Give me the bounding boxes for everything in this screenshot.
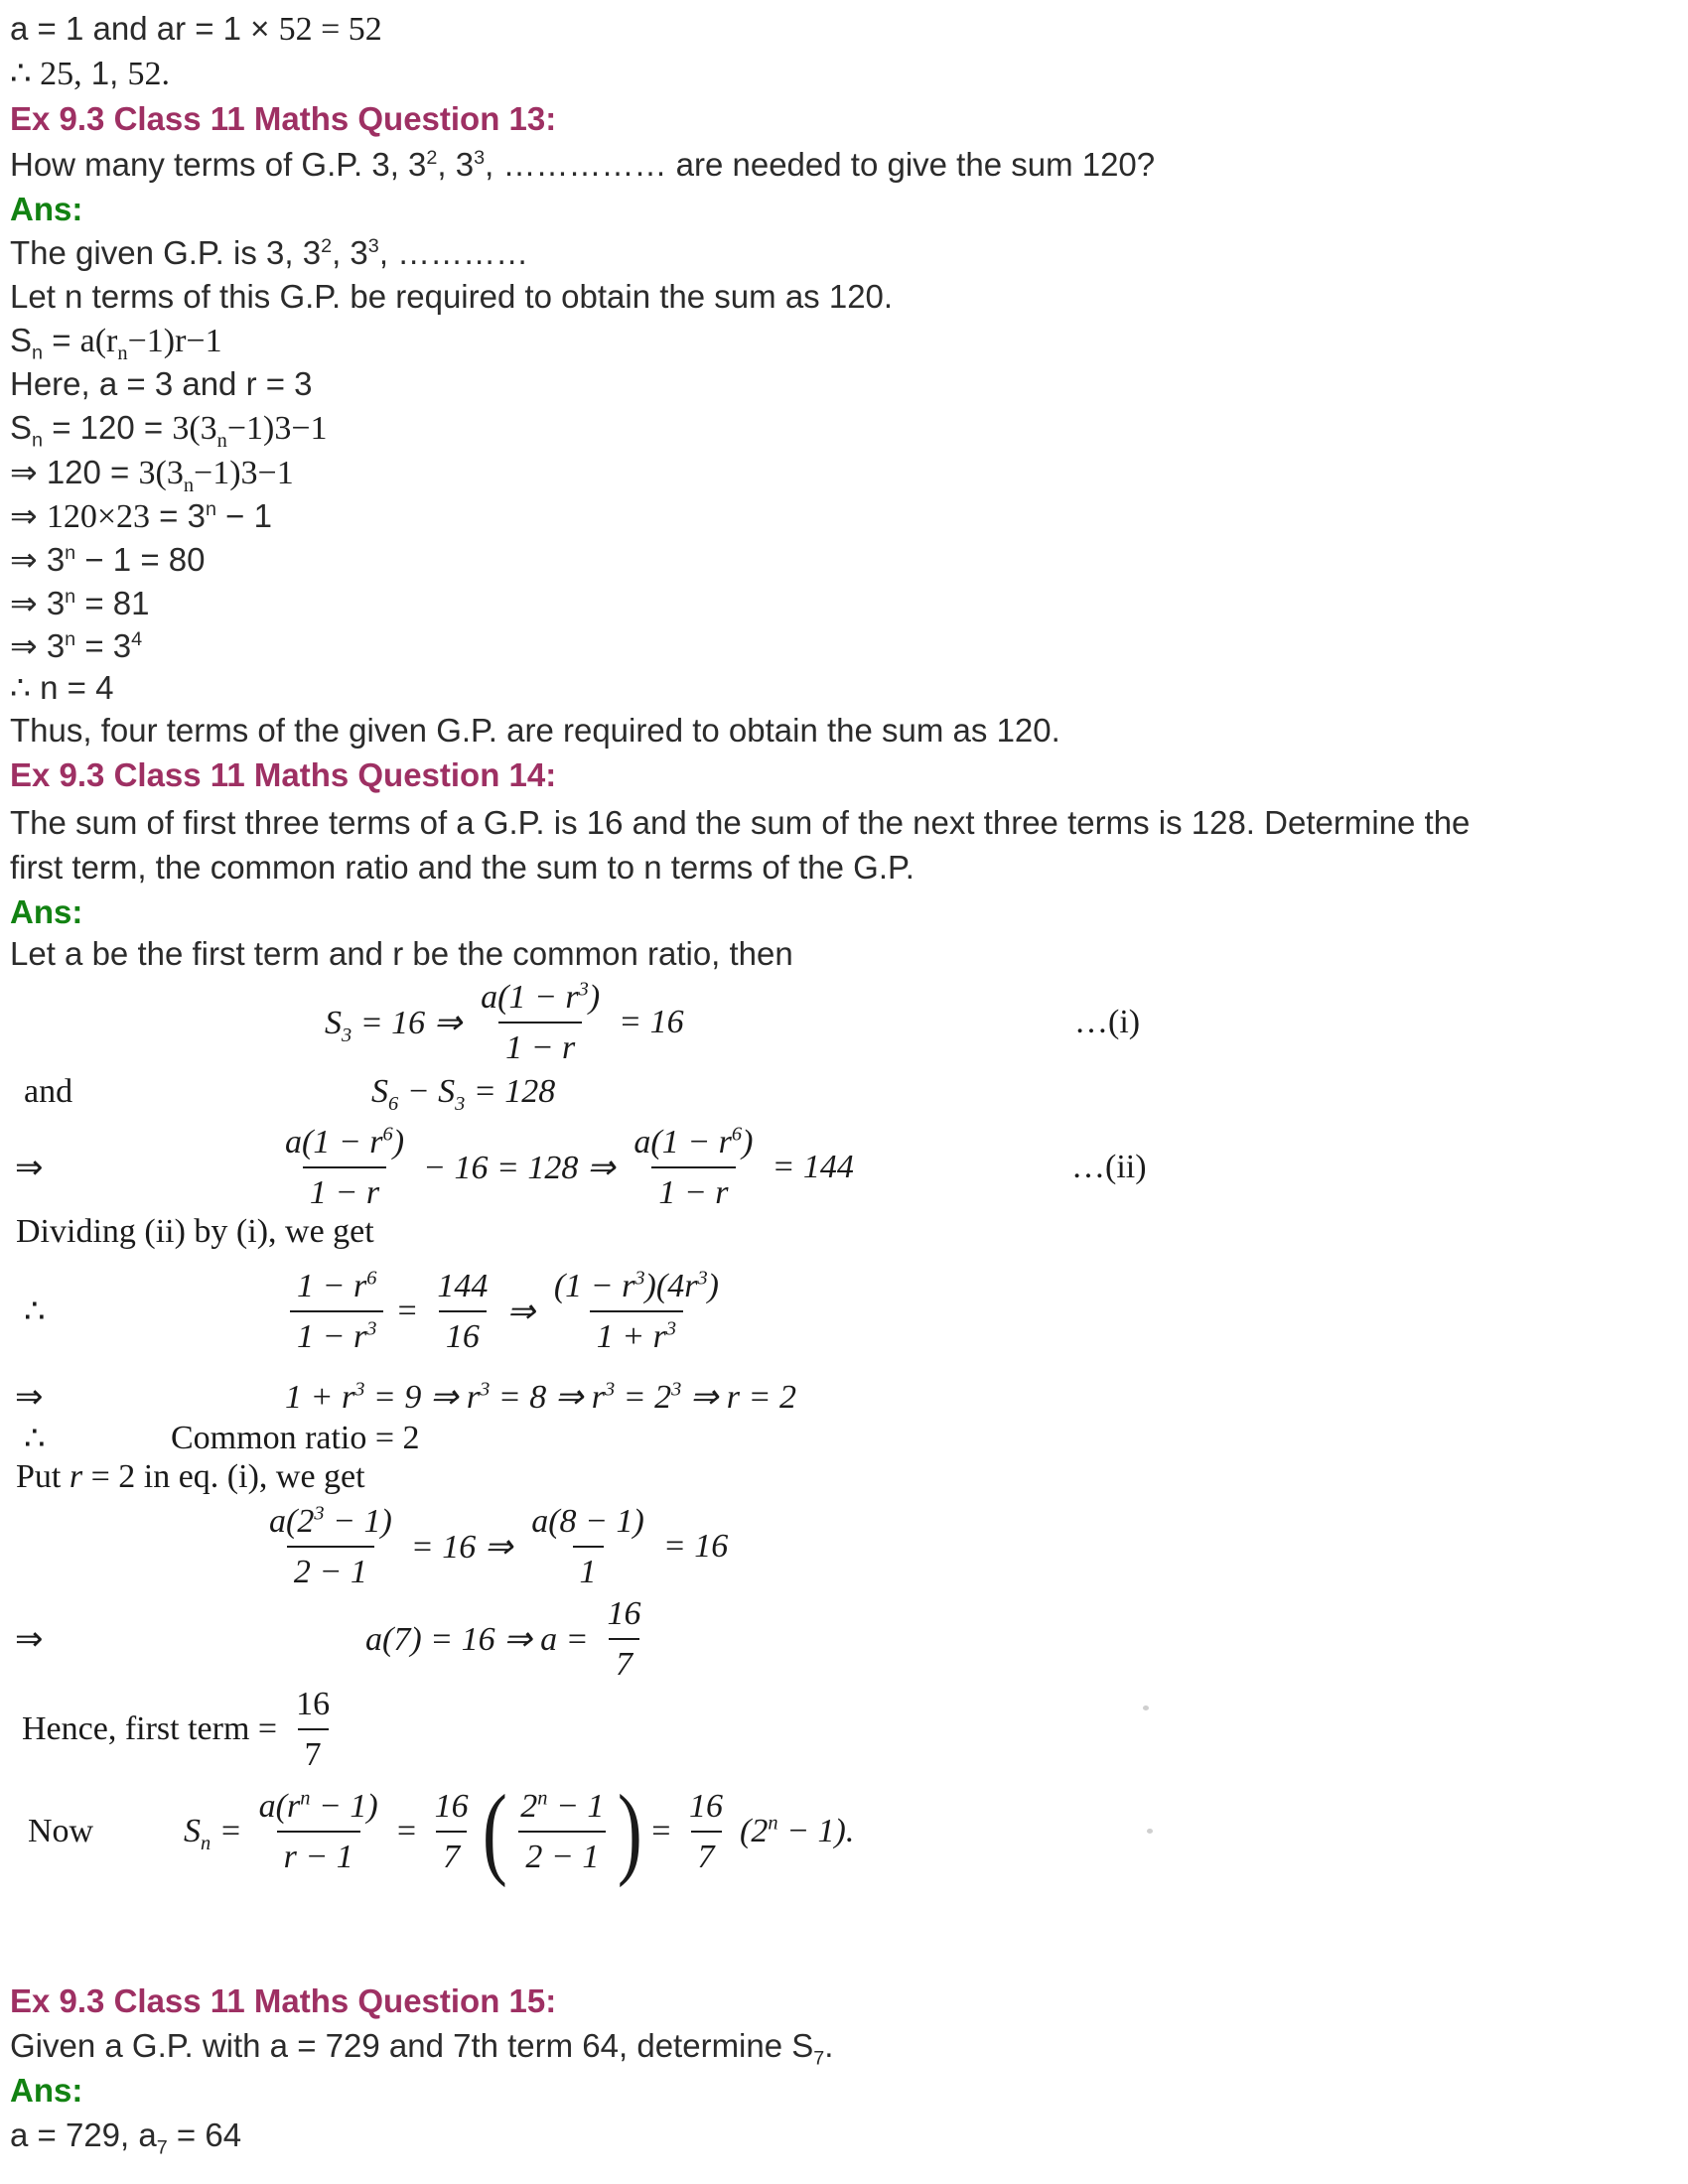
fraction	[252, 1787, 385, 1876]
q13-step-3: ⇒ $3^n - 1 = 80$	[10, 541, 206, 578]
numerator: 16	[607, 1594, 641, 1632]
common-ratio-line	[0, 1417, 1688, 1460]
numerator: $2^n - 1$	[520, 1787, 605, 1825]
question-14-text-line-2: first term, the common ratio and the sum to n terms of the G.P.	[10, 849, 914, 886]
text-segment: 1,	[81, 55, 128, 91]
q13-here-line: Here, a = 3 and r = 3	[10, 365, 313, 402]
denominator: 1 − r	[498, 1022, 582, 1067]
math-mid: − 16 = 128 ⇒	[423, 1150, 616, 1186]
q14-intro-line: Let a be the first term and r be the common ratio, then	[10, 935, 793, 972]
hence-line	[0, 1682, 1688, 1777]
question-14-text-line-1: The sum of first three terms of a G.P. is 16 and the sum of the next three terms is 128. Determine the	[10, 804, 1471, 841]
fraction	[627, 1123, 760, 1212]
therefore-symbol: ∴	[24, 1421, 46, 1457]
equation-and	[0, 1070, 1688, 1114]
fraction	[601, 1594, 648, 1684]
equation-ii	[0, 1112, 1688, 1223]
fraction	[289, 1685, 337, 1774]
q13-conclusion: Thus, four terms of the given G.P. are required to obtain the sum as 120.	[10, 712, 1060, 749]
row-label: and	[24, 1073, 73, 1110]
q13-given-line: The given G.P. is 3, $3^2$, $3^3$, …………	[10, 234, 529, 271]
implies-symbol: ⇒	[506, 1294, 535, 1330]
math-tail: $(2^n - 1)$.	[740, 1812, 855, 1849]
denominator: 7	[691, 1831, 722, 1876]
answer-label: Ans:	[10, 893, 83, 930]
math-body: $1 + r^3 = 9$ ⇒ $r^3 = 8$ ⇒ $r^3 = 2^3$ ⇒ r = 2	[285, 1378, 796, 1416]
numerator: $a(1 - r^6)$	[633, 1123, 754, 1160]
fraction	[682, 1787, 730, 1876]
math-rhs: = 16	[619, 1004, 684, 1040]
denominator: 7	[436, 1831, 467, 1876]
implies-symbol: ⇒	[15, 1379, 44, 1416]
denominator: 1 − r	[303, 1166, 386, 1212]
denominator: 7	[298, 1728, 329, 1774]
scanned-math-segment: $a(r_n-1)r-1$	[79, 323, 222, 364]
scanned-math-segment: 120×23	[46, 498, 151, 535]
denominator: 2 − 1	[518, 1831, 606, 1876]
equals-sign: =	[649, 1813, 673, 1849]
math-rhs: = 16	[662, 1528, 729, 1565]
scanned-math-segment: $3(3_n-1)3-1$	[138, 455, 294, 496]
denominator: 2 − 1	[287, 1546, 374, 1591]
dividing-line: Dividing (ii) by (i), we get	[16, 1213, 374, 1250]
denominator: $1 + r^3$	[590, 1310, 683, 1356]
prev-answer-line-1	[10, 8, 382, 52]
fraction	[262, 1502, 399, 1591]
q13-step-1	[10, 452, 294, 495]
common-ratio-text: Common ratio = 2	[171, 1420, 420, 1456]
scanned-math-segment: ∴ 25,	[10, 56, 82, 92]
answer-label: Ans:	[10, 2072, 83, 2109]
scanned-math-segment: 52.	[127, 56, 170, 92]
scan-artifact-speck	[1143, 1706, 1149, 1710]
equals-sign: =	[394, 1813, 418, 1849]
equation-a	[0, 1495, 1688, 1598]
fraction	[430, 1267, 494, 1356]
text-segment: ⇒	[10, 497, 47, 534]
text-segment: a = 1 and ar = 1 ×	[10, 10, 279, 47]
prev-answer-line-2	[10, 53, 170, 96]
math-lhs: $S_3 = 16$ ⇒	[325, 1005, 463, 1046]
denominator: 16	[439, 1310, 487, 1356]
equals-sign: =	[395, 1293, 419, 1329]
question-13-heading: Ex 9.3 Class 11 Maths Question 13:	[10, 100, 557, 137]
denominator: 7	[609, 1638, 639, 1684]
q15-given-line: a = 729, $a_7 = 64$	[10, 2116, 242, 2159]
q13-sn-formula	[10, 320, 222, 363]
denominator: 1 − r	[651, 1166, 735, 1212]
numerator: $a(1 - r^6)$	[285, 1123, 405, 1160]
scanned-math-segment: $3(3_n-1)3-1$	[172, 410, 328, 452]
text-segment: = $3^n - 1$	[150, 497, 272, 534]
question-15-text: Given a G.P. with a = 729 and 7th term 64, determine $S_7$.	[10, 2027, 834, 2070]
equation-i	[0, 971, 1688, 1074]
numerator: $1 - r^6$	[297, 1267, 377, 1304]
fraction	[290, 1267, 383, 1356]
numerator: $a(1 - r^3)$	[481, 978, 601, 1016]
hence-text: Hence, first term =	[22, 1710, 278, 1747]
numerator: 16	[689, 1787, 724, 1825]
put-r-line: Put r = 2 in eq. (i), we get	[16, 1458, 365, 1495]
q13-result: ∴ n = 4	[10, 669, 114, 706]
equation-r	[0, 1375, 1688, 1419]
math-pre: a(7) = 16 ⇒ a =	[365, 1621, 589, 1658]
text-segment: ⇒ 120 =	[10, 454, 139, 490]
math-body: $S_6 - S_3 = 128$	[371, 1073, 556, 1115]
numerator: 144	[437, 1267, 489, 1304]
equation-sn: Now $S_n$ = $\frac{a(r^n - 1)}{r - 1}$ = $\frac{16}{7}$ ( $\frac{2^n - 1}{2 - 1}$ ) = $\frac{16}{7}$ $(2^n - 1)$.	[28, 1774, 855, 1888]
fraction	[474, 978, 607, 1067]
q13-let-line: Let n terms of this G.P. be required to obtain the sum as 120.	[10, 278, 894, 315]
question-15-heading: Ex 9.3 Class 11 Maths Question 15:	[10, 1982, 557, 2019]
math-rhs: = 144	[772, 1149, 854, 1185]
now-label: Now	[28, 1813, 94, 1849]
q13-step-5: ⇒ $3^n = 3^4$	[10, 627, 143, 664]
equation-divide	[0, 1253, 1688, 1370]
text-segment: $S_n$ =	[10, 322, 80, 364]
denominator: $1 - r^3$	[290, 1310, 383, 1356]
question-13-text: How many terms of G.P. 3, $3^2$, $3^3$, …………… are needed to give the sum 120?	[10, 146, 1156, 183]
implies-symbol: ⇒	[15, 1150, 44, 1186]
question-14-heading: Ex 9.3 Class 11 Maths Question 14:	[10, 756, 557, 793]
q13-step-4: ⇒ $3^n = 81$	[10, 585, 150, 621]
implies-symbol: ⇒	[15, 1621, 44, 1658]
fraction	[278, 1123, 411, 1212]
q13-sn120-line	[10, 407, 328, 451]
numerator: 16	[434, 1787, 469, 1825]
fraction	[524, 1502, 651, 1591]
math-lhs: $S_n$ =	[184, 1813, 242, 1854]
numerator: $(1 - r^3)(4r^3)$	[553, 1267, 719, 1304]
therefore-symbol: ∴	[24, 1294, 46, 1330]
denominator: r − 1	[277, 1831, 360, 1876]
q13-step-2	[10, 495, 272, 539]
scanned-math-segment: 52 = 52	[278, 11, 382, 48]
fraction	[513, 1787, 611, 1876]
math-mid: = 16 ⇒	[410, 1529, 513, 1566]
denominator: 1	[573, 1546, 604, 1591]
equation-tag-ii: …(ii)	[1071, 1149, 1147, 1185]
fraction	[547, 1267, 726, 1356]
scan-artifact-speck	[1147, 1829, 1153, 1834]
text-segment: $S_n = 120$ =	[10, 409, 173, 452]
numerator: $a(2^3 - 1)$	[269, 1502, 392, 1540]
numerator: a(8 − 1)	[531, 1502, 644, 1540]
equation-a-value	[0, 1592, 1688, 1686]
numerator: 16	[296, 1685, 331, 1722]
answer-label: Ans:	[10, 191, 83, 227]
fraction	[428, 1787, 476, 1876]
numerator: $a(r^n - 1)$	[258, 1787, 378, 1825]
equation-tag-i: …(i)	[1074, 1004, 1141, 1040]
